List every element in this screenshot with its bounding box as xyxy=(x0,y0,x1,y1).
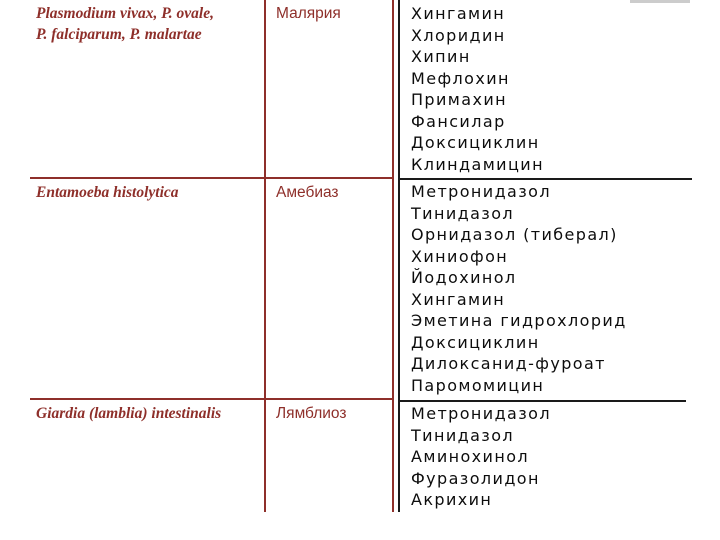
drug-item: Доксициклин xyxy=(411,133,540,152)
drug-item: Аминохинол xyxy=(411,447,530,466)
drug-item: Орнидазол (тиберал) xyxy=(411,225,618,244)
drug-item: Мефлохин xyxy=(411,68,510,88)
drug-item: Акрихин xyxy=(411,490,493,509)
disease-cell-giardiasis: Лямблиоз xyxy=(276,405,347,422)
row-divider-2 xyxy=(30,398,394,400)
drug-item: Эметина гидрохлорид xyxy=(411,311,627,330)
drug-item: Йодохинол xyxy=(411,268,517,287)
drug-item: Примахин xyxy=(411,90,507,109)
pathogen-cell-malaria xyxy=(36,3,264,45)
pathogen-cell-amebiasis xyxy=(36,182,264,203)
column-divider-2 xyxy=(392,0,394,512)
drug-list-amebiasis xyxy=(411,181,711,396)
drug-item: Клиндамицин xyxy=(411,154,544,174)
drug-item: Метронидазол xyxy=(411,182,551,201)
drug-item: Дилоксанид-фуроат xyxy=(411,354,606,373)
pathogen-cell-giardiasis xyxy=(36,403,264,424)
drug-item: Хингамин xyxy=(411,289,506,309)
drug-item: Тинидазол xyxy=(411,203,515,223)
drug-item: Фансилар xyxy=(411,111,506,131)
drug-list-giardiasis xyxy=(411,403,711,511)
disease-cell-amebiasis: Амебиаз xyxy=(276,184,339,201)
disease-cell-malaria: Малярия xyxy=(276,5,341,22)
drug-item: Паромомицин xyxy=(411,375,545,395)
drug-list-malaria xyxy=(411,3,711,175)
column-divider-1 xyxy=(264,0,266,512)
row-divider-1-drugs xyxy=(400,178,692,180)
drug-item: Фуразолидон xyxy=(411,468,540,488)
drug-item: Доксициклин xyxy=(411,332,540,352)
pathogen-line: Entamoeba histolytica xyxy=(36,184,179,201)
pathogen-line: Giardia (lamblia) intestinalis xyxy=(36,405,222,422)
row-divider-2-drugs xyxy=(400,400,686,402)
drug-item: Хиниофон xyxy=(411,246,509,266)
pathogen-line: P. falciparum, P. malartae xyxy=(36,26,202,43)
drug-item: Хипин xyxy=(411,47,471,66)
pathogen-line: Plasmodium vivax, P. ovale, xyxy=(36,5,214,22)
row-divider-1 xyxy=(30,177,394,179)
drug-item: Хингамин xyxy=(411,4,506,23)
column-divider-3 xyxy=(398,0,400,512)
drug-item: Хлоридин xyxy=(411,25,506,45)
drug-item: Тинидазол xyxy=(411,425,515,445)
drug-item: Метронидазол xyxy=(411,404,551,423)
